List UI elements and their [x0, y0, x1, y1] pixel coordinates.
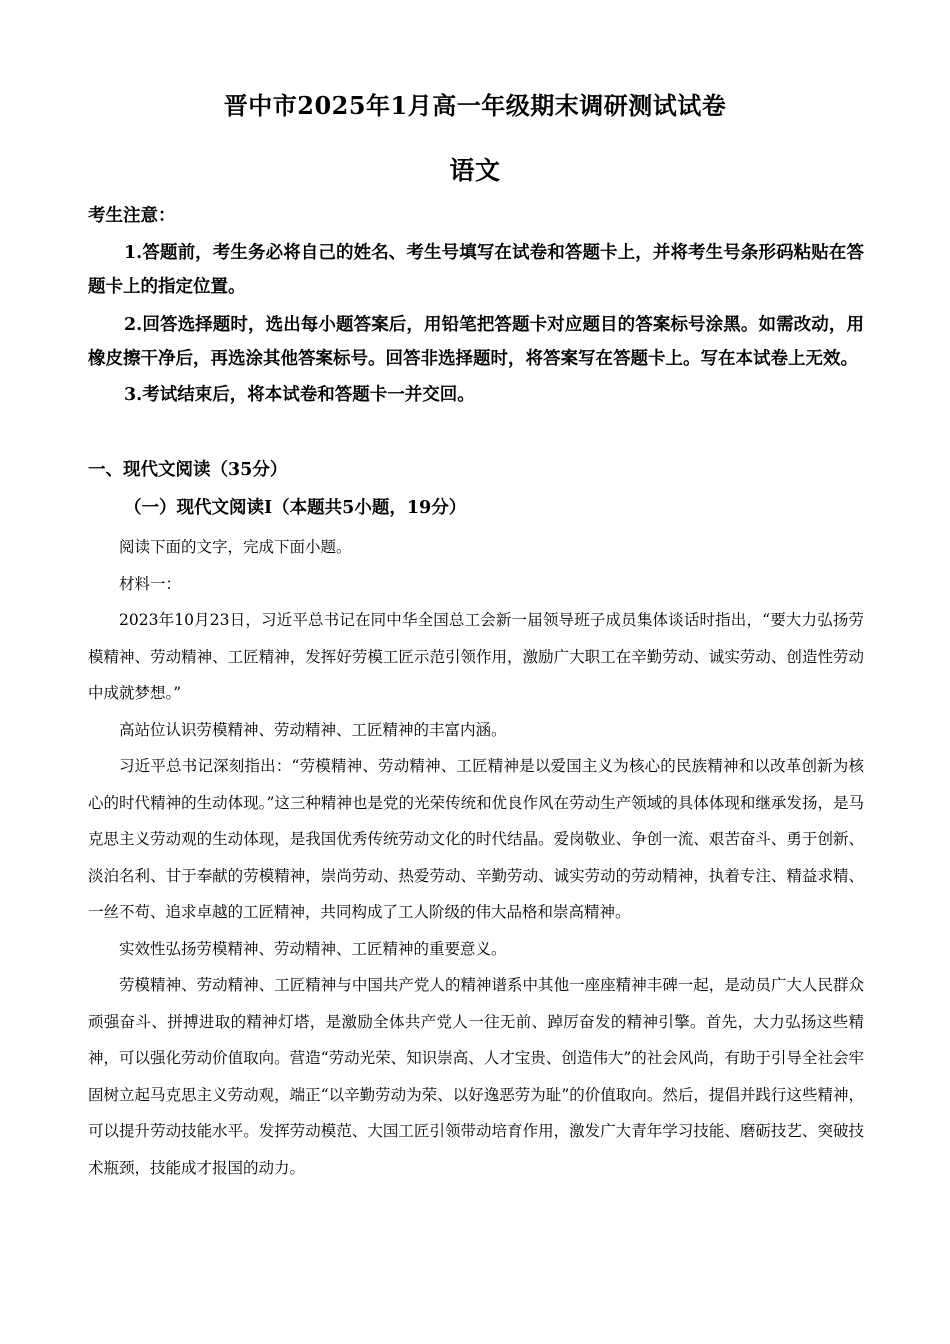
paragraph: 习近平总书记深刻指出：“劳模精神、劳动精神、工匠精神是以爱国主义为核心的民族精神和以改革创新为核心的时代精神的生动体现。”这三种精神也是党的光荣传统和优良作风在劳动生产领域的具体体现和继承发扬，是马克思主义劳动观的生动体现，是我国优秀传统劳动文化的时代结晶。爱岗敬业、争创一流、艰苦奋斗、勇于创新、淡泊名利、甘于奉献的劳模精神，崇尚劳动、热爱劳动、辛勤劳动、诚实劳动的劳动精神，执着专注、精益求精、一丝不苟、追求卓越的工匠精神，共同构成了工人阶级的伟大品格和崇高精神。	[88, 757, 864, 921]
paragraph: 高站位认识劳模精神、劳动精神、工匠精神的丰富内涵。	[119, 720, 507, 739]
reading-passage	[88, 529, 864, 1186]
subject-title: 语文	[449, 156, 501, 185]
notice-item-2: 2.回答选择题时，选出每小题答案后，用铅笔把答题卡对应题目的答案标号涂黑。如需改动，用橡皮擦干净后，再选涂其他答案标号。回答非选择题时，将答案写在答题卡上。写在本试卷上无效。	[88, 315, 864, 369]
paragraph: 劳模精神、劳动精神、工匠精神与中国共产党人的精神谱系中其他一座座精神丰碑一起，是动员广大人民群众顽强奋斗、拼搏进取的精神灯塔，是激励全体共产党人一往无前、踔厉奋发的精神引擎。首先，大力弘扬这些精神，可以强化劳动价值取向。营造“劳动光荣、知识崇高、人才宝贵、创造伟大”的社会风尚，有助于引导全社会牢固树立起马克思主义劳动观，端正“以辛勤劳动为荣、以好逸恶劳为耻”的价值取向。然后，提倡并践行这些精神，可以提升劳动技能水平。发挥劳动模范、大国工匠引领带动培育作用，激发广大青年学习技能、磨砺技艺、突破技术瓶颈，技能成才报国的动力。	[88, 976, 864, 1177]
paragraph: 实效性弘扬劳模精神、劳动精神、工匠精神的重要意义。	[119, 939, 507, 958]
section-title: 一、现代文阅读（35分）	[88, 460, 288, 480]
notice-item-3: 3.考试结束后，将本试卷和答题卡一并交回。	[124, 385, 475, 405]
notice-block	[88, 199, 864, 412]
reading-instruction: 阅读下面的文字，完成下面小题。	[119, 538, 352, 556]
subsection-title: （一）现代文阅读Ⅰ（本题共5小题，19分）	[124, 498, 467, 518]
page-title: 晋中市2025年1月高一年级期末调研测试试卷	[223, 91, 727, 120]
notice-heading: 考生注意：	[88, 206, 176, 226]
material-label: 材料一：	[119, 574, 182, 593]
notice-item-1: 1.答题前，考生务必将自己的姓名、考生号填写在试卷和答题卡上，并将考生号条形码粘贴在答题卡上的指定位置。	[88, 243, 864, 297]
paragraph: 2023年10月23日，习近平总书记在同中华全国总工会新一届领导班子成员集体谈话时指出，“要大力弘扬劳模精神、劳动精神、工匠精神，发挥好劳模工匠示范引领作用，激励广大职工在辛勤劳动、诚实劳动、创造性劳动中成就梦想。”	[88, 611, 864, 702]
